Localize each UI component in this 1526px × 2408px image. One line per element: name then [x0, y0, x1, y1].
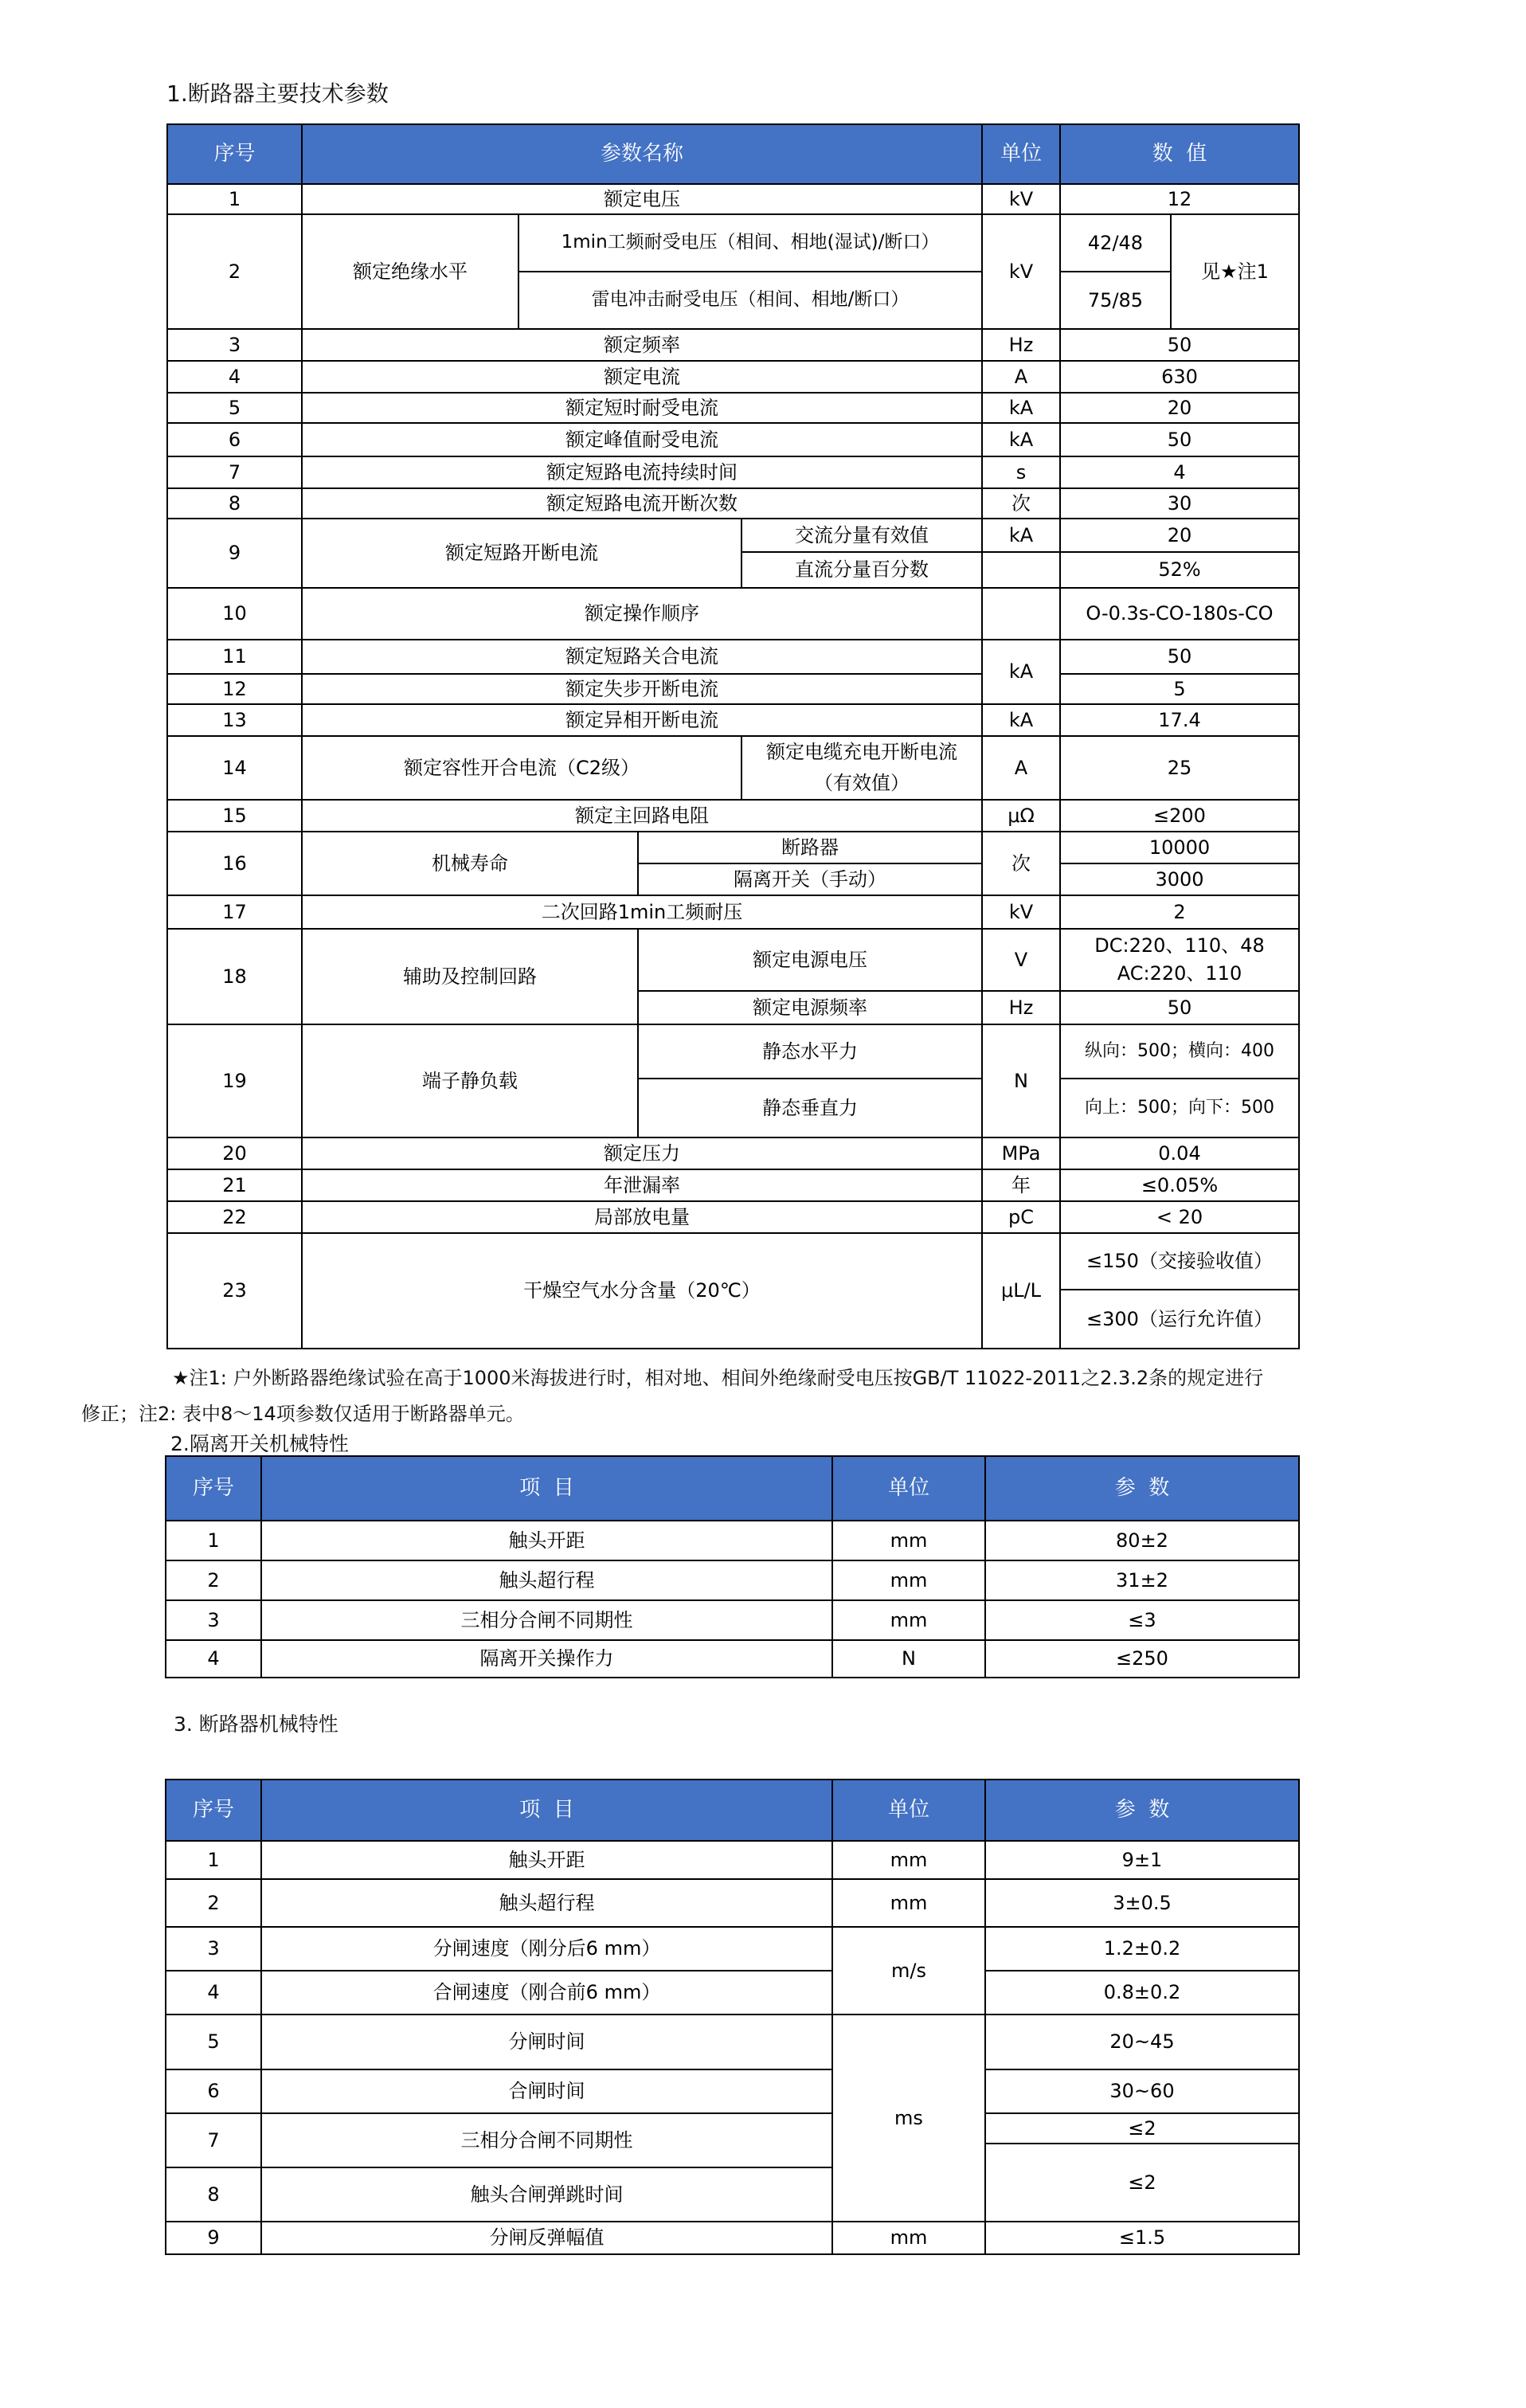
t1-row-8: [168, 489, 1300, 519]
t2-row-2: [166, 1561, 1300, 1601]
t3-r3-4-params: [986, 1928, 1300, 2015]
t1-r6-value: 50: [1061, 424, 1300, 457]
t1-r2-num: 2: [168, 215, 303, 330]
t3-header-param: 参 数: [986, 1780, 1300, 1842]
t3-r5-8-unit: ms: [833, 2015, 986, 2222]
t1-r7-num: 7: [168, 457, 303, 489]
t1-r19-group: 端子静负载: [303, 1025, 639, 1138]
t3-r4-num: 4: [166, 1971, 262, 2015]
t3-header-num: 序号: [166, 1780, 262, 1842]
t3-row-5: [166, 2015, 833, 2070]
t1-r4-value: 630: [1061, 362, 1300, 394]
t1-row-20: [168, 1138, 1300, 1170]
t1-row-14: [168, 737, 1300, 801]
t3-r6-num: 6: [166, 2070, 262, 2114]
t1-r23-unit: μL/L: [983, 1234, 1061, 1349]
t1-r18-b-value: 50: [1061, 992, 1300, 1025]
t1-r23-subvalues: [1061, 1234, 1300, 1349]
t1-r19-subnames: [639, 1025, 983, 1138]
t1-r18-a-unit: V: [983, 930, 1061, 992]
t1-r5-value: 20: [1061, 394, 1300, 424]
t2-row-1: [166, 1521, 1300, 1561]
t3-header-unit: 单位: [833, 1780, 986, 1842]
t1-r18-group: 辅助及控制回路: [303, 930, 639, 1025]
t3-header-item: 项 目: [262, 1780, 833, 1842]
t1-r16-subvalues: [1061, 832, 1300, 896]
t3-r3-item: 分闸速度（刚分后6 mm）: [262, 1928, 833, 1971]
t1-r13-num: 13: [168, 705, 303, 737]
t3-r2-item: 触头超行程: [262, 1880, 833, 1928]
t3-header-row: [166, 1780, 1300, 1842]
t3-row-7: [166, 2114, 833, 2168]
t1-r8-value: 30: [1061, 489, 1300, 519]
t3-r5-8-params: [986, 2015, 1300, 2222]
t3-rows-3-4: [166, 1928, 1300, 2015]
t3-row-1: [166, 1842, 1300, 1880]
t1-r22-value: < 20: [1061, 1202, 1300, 1234]
t1-r12-value: 5: [1061, 675, 1300, 705]
t1-row-7: [168, 457, 1300, 489]
t1-r2-b-name: 雷电冲击耐受电压（相间、相地/断口）: [519, 272, 983, 330]
t1-r13-value: 17.4: [1061, 705, 1300, 737]
t1-r22-num: 22: [168, 1202, 303, 1234]
t1-r4-name: 额定电流: [303, 362, 983, 394]
t1-row-12: [168, 675, 983, 705]
t1-r2-subnames: [519, 215, 983, 330]
t3-r6-item: 合闸时间: [262, 2070, 833, 2114]
t2-r1-num: 1: [166, 1521, 262, 1561]
section-2-title: 2.隔离开关机械特性: [170, 1432, 349, 1455]
t2-r1-item: 触头开距: [262, 1521, 833, 1561]
t1-r16-unit: 次: [983, 832, 1061, 896]
t1-r14-name-b: [742, 737, 983, 801]
t1-r17-name: 二次回路1min工频耐压: [303, 896, 983, 930]
t1-r18-a-name: 额定电源电压: [639, 930, 983, 992]
t1-r7-name: 额定短路电流持续时间: [303, 457, 983, 489]
table-breaker-main-params: [166, 123, 1300, 1349]
t1-r9-a-value: 20: [1061, 519, 1300, 553]
t1-r18-a-value-line2: AC:220、110: [1117, 962, 1242, 985]
t1-row-21: [168, 1170, 1300, 1202]
t1-r11-12-unit: kA: [983, 640, 1061, 705]
t1-r13-unit: kA: [983, 705, 1061, 737]
t1-r21-num: 21: [168, 1170, 303, 1202]
t1-r11-value: 50: [1061, 640, 1300, 675]
t1-header-row: [168, 125, 1300, 185]
t1-r2-subvalues: [1061, 215, 1172, 330]
t1-r1-value: 12: [1061, 185, 1300, 215]
t1-r9-subrows: [742, 519, 1300, 589]
t1-r15-value: ≤200: [1061, 801, 1300, 832]
t3-r1-num: 1: [166, 1842, 262, 1880]
t1-r9-b-unit: [983, 553, 1061, 589]
t1-r6-name: 额定峰值耐受电流: [303, 424, 983, 457]
t1-row-5: [168, 394, 1300, 424]
t3-r1-param: 9±1: [986, 1842, 1300, 1880]
t2-row-4: [166, 1641, 1300, 1678]
t2-r3-unit: mm: [833, 1601, 986, 1641]
t3-r1-item: 触头开距: [262, 1842, 833, 1880]
t1-header-num: 序号: [168, 125, 303, 185]
t1-r15-name: 额定主回路电阻: [303, 801, 983, 832]
t1-r16-a-name: 断路器: [639, 832, 983, 864]
t1-r2-group: 额定绝缘水平: [303, 215, 519, 330]
t1-r11-12-names: [168, 640, 983, 705]
t1-r18-subrows: [639, 930, 1300, 1025]
t1-r14-value: 25: [1061, 737, 1300, 801]
t1-row-1: [168, 185, 1300, 215]
t3-row-2: [166, 1880, 1300, 1928]
t1-r8-name: 额定短路电流开断次数: [303, 489, 983, 519]
t1-row-10: [168, 589, 1300, 640]
table-isolator-mechanical: [165, 1455, 1300, 1678]
t1-row-11: [168, 640, 983, 675]
t1-r3-num: 3: [168, 330, 303, 362]
t2-r2-param: 31±2: [986, 1561, 1300, 1601]
t1-r15-num: 15: [168, 801, 303, 832]
t1-r10-num: 10: [168, 589, 303, 640]
t3-r9-unit: mm: [833, 2222, 986, 2255]
t1-r11-12-values: [1061, 640, 1300, 705]
t1-r9-a-name: 交流分量有效值: [742, 519, 983, 553]
t1-r3-name: 额定频率: [303, 330, 983, 362]
t1-r17-value: 2: [1061, 896, 1300, 930]
t1-r6-num: 6: [168, 424, 303, 457]
t1-r3-value: 50: [1061, 330, 1300, 362]
t1-r17-unit: kV: [983, 896, 1061, 930]
t1-row-18: [168, 930, 1300, 1025]
t1-r10-value: O-0.3s-CO-180s-CO: [1061, 589, 1300, 640]
t1-r20-name: 额定压力: [303, 1138, 983, 1170]
t3-r3-4-unit: m/s: [833, 1928, 986, 2015]
t3-r8-param: ≤2: [986, 2144, 1300, 2222]
t1-r8-unit: 次: [983, 489, 1061, 519]
t1-row-6: [168, 424, 1300, 457]
t1-r2-unit: kV: [983, 215, 1061, 330]
t1-r23-num: 23: [168, 1234, 303, 1349]
t3-r3-4-items: [166, 1928, 833, 2015]
t2-r3-num: 3: [166, 1601, 262, 1641]
t1-r21-name: 年泄漏率: [303, 1170, 983, 1202]
t2-r1-unit: mm: [833, 1521, 986, 1561]
t3-r8-item: 触头合闸弹跳时间: [262, 2168, 833, 2222]
t1-r16-b-name: 隔离开关（手动）: [639, 864, 983, 896]
t1-r2-a-name: 1min工频耐受电压（相间、相地(湿试)/断口）: [519, 215, 983, 272]
t1-r18-subrow-b: [639, 992, 1300, 1025]
t1-r18-a-value: [1061, 930, 1300, 992]
t1-r20-num: 20: [168, 1138, 303, 1170]
t1-row-13: [168, 705, 1300, 737]
t1-r13-name: 额定异相开断电流: [303, 705, 983, 737]
t2-r1-param: 80±2: [986, 1521, 1300, 1561]
t1-r19-num: 19: [168, 1025, 303, 1138]
t1-r9-b-value: 52%: [1061, 553, 1300, 589]
t2-r2-unit: mm: [833, 1561, 986, 1601]
t1-r19-subvalues: [1061, 1025, 1300, 1138]
t1-row-9: [168, 519, 1300, 589]
t1-r16-b-value: 3000: [1061, 864, 1300, 896]
t3-r1-unit: mm: [833, 1842, 986, 1880]
t1-r2-a-value: 42/48: [1061, 215, 1172, 272]
t1-r9-subrow-a: [742, 519, 1300, 553]
t1-r23-a-value: ≤150（交接验收值）: [1061, 1234, 1300, 1290]
t1-r5-name: 额定短时耐受电流: [303, 394, 983, 424]
section-3-title: 3. 断路器机械特性: [174, 1713, 338, 1736]
t1-row-15: [168, 801, 1300, 832]
section-1-title: 1.断路器主要技术参数: [166, 80, 389, 107]
t3-r6-param: 30~60: [986, 2070, 1300, 2114]
t1-row-22: [168, 1202, 1300, 1234]
t3-r4-item: 合闸速度（刚合前6 mm）: [262, 1971, 833, 2015]
t1-r22-name: 局部放电量: [303, 1202, 983, 1234]
t3-r8-num: 8: [166, 2168, 262, 2222]
t2-r4-unit: N: [833, 1641, 986, 1678]
t3-rows-5-8: [166, 2015, 1300, 2222]
t2-r4-item: 隔离开关操作力: [262, 1641, 833, 1678]
t3-r3-param: 1.2±0.2: [986, 1928, 1300, 1971]
t1-row-19: [168, 1025, 1300, 1138]
t1-r8-num: 8: [168, 489, 303, 519]
table-breaker-mechanical: [165, 1779, 1300, 2255]
t1-r6-unit: kA: [983, 424, 1061, 457]
t1-r19-b-name: 静态垂直力: [639, 1079, 983, 1138]
t1-r11-num: 11: [168, 640, 303, 675]
t1-r11-name: 额定短路关合电流: [303, 640, 983, 675]
t3-r2-unit: mm: [833, 1880, 986, 1928]
t1-r18-subrow-a: [639, 930, 1300, 992]
t2-r2-num: 2: [166, 1561, 262, 1601]
t1-row-4: [168, 362, 1300, 394]
t1-row-2: [168, 215, 1300, 330]
t1-r20-unit: MPa: [983, 1138, 1061, 1170]
t3-r2-num: 2: [166, 1880, 262, 1928]
t3-r7-num: 7: [166, 2114, 262, 2168]
t1-r4-unit: A: [983, 362, 1061, 394]
t1-r18-num: 18: [168, 930, 303, 1025]
t3-r5-param: 20~45: [986, 2015, 1300, 2070]
t3-row-6: [166, 2070, 833, 2114]
t1-r1-unit: kV: [983, 185, 1061, 215]
t2-r2-item: 触头超行程: [262, 1561, 833, 1601]
t1-r19-b-value: 向上：500；向下：500: [1061, 1079, 1300, 1138]
t3-r4-param: 0.8±0.2: [986, 1971, 1300, 2015]
t3-row-9: [166, 2222, 1300, 2255]
t1-r1-name: 额定电压: [303, 185, 983, 215]
t1-r23-name: 干燥空气水分含量（20℃）: [303, 1234, 983, 1349]
t2-header-item: 项 目: [262, 1457, 833, 1521]
t1-rows-11-12: [168, 640, 1300, 705]
t1-r9-group: 额定短路开断电流: [303, 519, 742, 589]
t1-row-3: [168, 330, 1300, 362]
t1-r16-subnames: [639, 832, 983, 896]
t1-r2-note: 见★注1: [1172, 215, 1300, 330]
t2-r3-param: ≤3: [986, 1601, 1300, 1641]
t1-r18-b-name: 额定电源频率: [639, 992, 983, 1025]
t3-r5-8-items: [166, 2015, 833, 2222]
t1-r7-value: 4: [1061, 457, 1300, 489]
t1-r21-unit: 年: [983, 1170, 1061, 1202]
t1-r3-unit: Hz: [983, 330, 1061, 362]
t3-r3-num: 3: [166, 1928, 262, 1971]
t1-r1-num: 1: [168, 185, 303, 215]
t1-r16-a-value: 10000: [1061, 832, 1300, 864]
t1-r19-a-name: 静态水平力: [639, 1025, 983, 1079]
t1-r10-name: 额定操作顺序: [303, 589, 983, 640]
t1-r5-unit: kA: [983, 394, 1061, 424]
footnote-line-2: 修正；注2: 表中8～14项参数仅适用于断路器单元。: [81, 1403, 525, 1425]
t1-row-23: [168, 1234, 1300, 1349]
t1-r16-num: 16: [168, 832, 303, 896]
t3-row-3: [166, 1928, 833, 1971]
t1-r7-unit: s: [983, 457, 1061, 489]
footnote-line-1: ★注1: 户外断路器绝缘试验在高于1000米海拔进行时，相对地、相间外绝缘耐受电压按GB/T 11022-2011之2.3.2条的规定进行: [172, 1367, 1264, 1389]
t1-row-17: [168, 896, 1300, 930]
t1-r12-name: 额定失步开断电流: [303, 675, 983, 705]
t3-r9-param: ≤1.5: [986, 2222, 1300, 2255]
t1-r14-unit: A: [983, 737, 1061, 801]
t3-r2-param: 3±0.5: [986, 1880, 1300, 1928]
t2-row-3: [166, 1601, 1300, 1641]
t1-r22-unit: pC: [983, 1202, 1061, 1234]
t2-header-num: 序号: [166, 1457, 262, 1521]
t1-r5-num: 5: [168, 394, 303, 424]
t1-row-16: [168, 832, 1300, 896]
t3-r9-item: 分闸反弹幅值: [262, 2222, 833, 2255]
t2-header-param: 参 数: [986, 1457, 1300, 1521]
t1-header-value: 数 值: [1061, 125, 1300, 185]
t1-r9-subrow-b: [742, 553, 1300, 589]
t1-r18-a-value-line1: DC:220、110、48: [1094, 934, 1265, 957]
t1-r20-value: 0.04: [1061, 1138, 1300, 1170]
t1-r14-name-a: 额定容性开合电流（C2级）: [303, 737, 742, 801]
t1-header-name: 参数名称: [303, 125, 983, 185]
t3-r5-num: 5: [166, 2015, 262, 2070]
t3-r7-item: 三相分合闸不同期性: [262, 2114, 833, 2168]
t1-r9-a-unit: kA: [983, 519, 1061, 553]
t1-r16-group: 机械寿命: [303, 832, 639, 896]
t1-r21-value: ≤0.05%: [1061, 1170, 1300, 1202]
t1-r19-unit: N: [983, 1025, 1061, 1138]
t1-r4-num: 4: [168, 362, 303, 394]
t1-r14-name-b-line2: （有效值）: [814, 772, 910, 794]
t1-r19-a-value: 纵向：500；横向：400: [1061, 1025, 1300, 1079]
t3-row-4: [166, 1971, 833, 2015]
t1-r23-b-value: ≤300（运行允许值）: [1061, 1290, 1300, 1349]
t1-r9-b-name: 直流分量百分数: [742, 553, 983, 589]
t1-r10-unit: [983, 589, 1061, 640]
t3-r5-item: 分闸时间: [262, 2015, 833, 2070]
t3-row-8: [166, 2168, 833, 2222]
t1-r17-num: 17: [168, 896, 303, 930]
t1-r2-b-value: 75/85: [1061, 272, 1172, 330]
t1-r14-name-b-line1: 额定电缆充电开断电流: [766, 741, 957, 764]
t2-r4-param: ≤250: [986, 1641, 1300, 1678]
t3-r7-param: ≤2: [986, 2114, 1300, 2144]
t1-r14-num: 14: [168, 737, 303, 801]
t2-r3-item: 三相分合闸不同期性: [262, 1601, 833, 1641]
t1-r12-num: 12: [168, 675, 303, 705]
t2-header-row: [166, 1457, 1300, 1521]
t1-r9-num: 9: [168, 519, 303, 589]
t1-r18-b-unit: Hz: [983, 992, 1061, 1025]
t2-r4-num: 4: [166, 1641, 262, 1678]
t3-r9-num: 9: [166, 2222, 262, 2255]
t1-r15-unit: μΩ: [983, 801, 1061, 832]
t1-header-unit: 单位: [983, 125, 1061, 185]
t2-header-unit: 单位: [833, 1457, 986, 1521]
